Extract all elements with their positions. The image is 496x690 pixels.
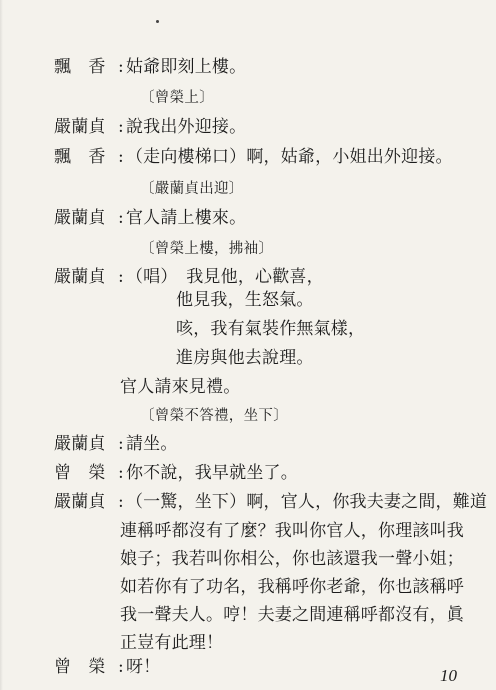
speaker-colon: : <box>118 492 124 512</box>
speaker-colon: : <box>118 57 124 77</box>
speaker-colon: : <box>118 267 124 287</box>
dialogue-line <box>54 146 453 168</box>
speaker-colon: : <box>118 208 124 228</box>
dialogue-line <box>54 462 298 484</box>
speck <box>156 20 159 23</box>
dialogue-wrap: 娘子；我若叫你相公，你也該還我一聲小姐； <box>120 549 464 569</box>
dialogue-text: 說我出外迎接。 <box>125 117 247 137</box>
dialogue-wrap: 我一聲夫人。哼！夫妻之間連稱呼都沒有，眞 <box>120 605 464 625</box>
speaker-name: 嚴蘭貞 <box>54 267 106 287</box>
dialogue-line <box>54 656 160 678</box>
dialogue-text: （唱） 我見他，心歡喜， <box>125 267 324 287</box>
speaker-name: 飄 香 <box>54 147 106 167</box>
speaker-name: 曾 榮 <box>54 657 106 677</box>
speaker-colon: : <box>118 434 124 454</box>
stage-direction: 〔曾榮上〕 <box>140 90 214 106</box>
stage-direction: 〔曾榮不答禮，坐下〕 <box>140 408 288 424</box>
dialogue-line <box>54 116 246 138</box>
speaker-colon: : <box>118 147 124 167</box>
dialogue-line <box>54 266 324 288</box>
dialogue-line <box>54 207 246 229</box>
dialogue-line <box>54 491 487 513</box>
page-number: 10 <box>440 666 457 685</box>
speaker-name: 曾 榮 <box>54 463 106 483</box>
speaker-colon: : <box>118 463 124 483</box>
dialogue-wrap: 如若你有了功名，我稱呼你老爺，你也該稱呼 <box>120 577 464 597</box>
speaker-name: 嚴蘭貞 <box>54 208 106 228</box>
speaker-colon: : <box>118 117 124 137</box>
dialogue-text: 你不說，我早就坐了。 <box>125 463 298 483</box>
song-line: 進房與他去說理。 <box>176 348 314 368</box>
dialogue-wrap: 正豈有此理！ <box>120 633 224 653</box>
dialogue-line <box>54 56 246 78</box>
song-line: 他見我，生怒氣。 <box>176 290 314 310</box>
binding-edge <box>0 0 3 690</box>
dialogue-continuation: 官人請來見禮。 <box>120 377 241 397</box>
dialogue-text: 官人請上樓來。 <box>125 208 247 228</box>
song-line: 咳，我有氣裝作無氣樣， <box>176 319 366 339</box>
dialogue-text: 姑爺即刻上樓。 <box>125 57 247 77</box>
dialogue-text: 請坐。 <box>125 434 178 454</box>
speaker-name: 嚴蘭貞 <box>54 434 106 454</box>
dialogue-wrap: 連稱呼都沒有了麼？我叫你官人，你理該叫我 <box>120 521 464 541</box>
speaker-name: 嚴蘭貞 <box>54 492 106 512</box>
stage-direction: 〔嚴蘭貞出迎〕 <box>140 181 244 197</box>
dialogue-text: （一驚，坐下）啊，官人，你我夫妻之間，難道 <box>125 492 488 512</box>
dialogue-text: （走向樓梯口）啊，姑爺，小姐出外迎接。 <box>125 147 453 167</box>
dialogue-line <box>54 433 178 455</box>
speaker-colon: : <box>118 657 124 677</box>
speaker-name: 嚴蘭貞 <box>54 117 106 137</box>
dialogue-text: 呀！ <box>125 657 161 677</box>
stage-direction: 〔曾榮上樓，拂袖〕 <box>140 241 274 257</box>
speaker-name: 飄 香 <box>54 57 106 77</box>
